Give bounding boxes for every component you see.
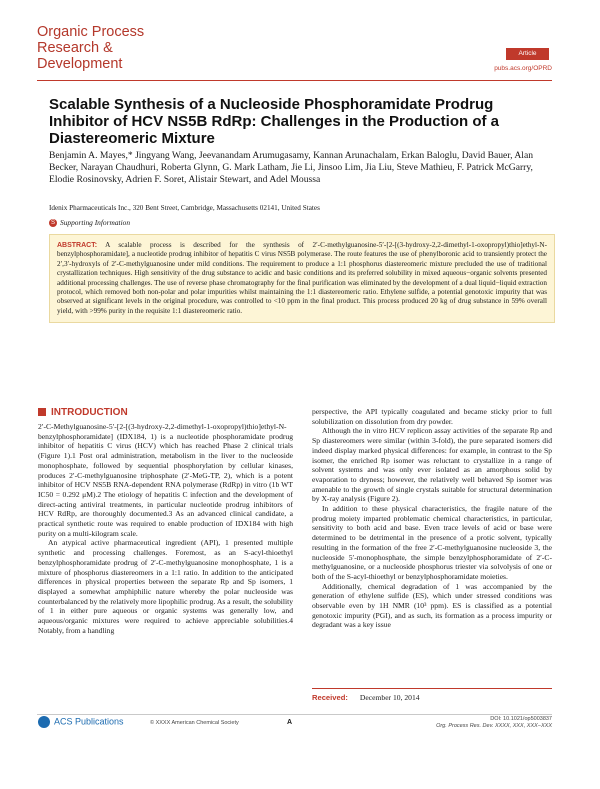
supporting-information-link[interactable]: [49, 218, 130, 227]
supporting-info-label: Supporting Information: [60, 218, 131, 227]
affiliation: Idenix Pharmaceuticals Inc., 320 Bent Street, Cambridge, Massachusetts 02141, United States: [49, 204, 320, 212]
body-column-right: [312, 407, 552, 630]
paragraph: An atypical active pharmaceutical ingredient (API), 1 presented multiple synthetic and processing challenges. Foremost, as an S-acyl-thioethyl benzylphosphoramidate prodrug of 2′-C-methylguanosine monophosphate, 1 is a mixture of phosphorus diastereomers in a 1:1 ratio. In addition to the anticipated differences in physical properties between the separate Rp and Sp isomers, 1 displayed a somewhat amphiphilic nature whereby the polar nucleoside was counterbalanced by the relatively more lipophilic prodrug. As a result, the solubility of 1 in either pure aqueous or organic systems was generally low, and aqueous/organic mixtures were required to achieve appreciable solubilities.4 Notably, from a handling: [38, 538, 293, 635]
journal-name-line1: Organic Process: [37, 24, 145, 40]
journal-name-line2: Research &: [37, 40, 113, 56]
acs-publisher-name: ACS Publications: [54, 716, 124, 727]
abstract-label: ABSTRACT:: [57, 242, 98, 249]
footer-divider: [37, 714, 552, 715]
copyright: © XXXX American Chemical Society: [150, 720, 239, 726]
journal-name-line3: Development: [37, 56, 123, 72]
author-list: Benjamin A. Mayes,* Jingyang Wang, Jeevanandam Arumugasamy, Kannan Arunachalam, Erkan Baloglu, David Bauer, Alan Becker, Narayan Chaudhuri, Roberta Glynn, G. Mark Latham, Jie Li, Jinsoo Lim, Jia Liu, Steve Mathieu, F. Patrick McGarry, Elodie Rosinovsky, Adrien F. Soret, Alistair Stewart, and Adel Moussa: [49, 150, 534, 185]
abstract-box: [49, 234, 555, 323]
received-divider: [312, 688, 552, 689]
received-value: December 10, 2014: [359, 693, 420, 702]
citation: Org. Process Res. Dev. XXXX, XXX, XXX−XXX: [436, 723, 552, 729]
article-type-badge: Article: [506, 48, 549, 60]
paragraph: Additionally, chemical degradation of 1 was accompanied by the generation of ethylene sulfide (ES), which under stressed conditions was observable even by 1H NMR (10³ ppm). ES is classified as a potential genotoxic impurity (PGI), and as such, its formation as a process impurity or degradant was a key issue: [312, 581, 552, 630]
received-label: Received:: [312, 693, 348, 702]
paragraph: In addition to these physical characteristics, the fragile nature of the prodrug moiety imparted problematic chemical characteristics, in particular, sensitivity to both acid and base. Even trace levels of acid or base were determined to be detrimental in the presence of a protic solvent, typically resulting in the formation of the free 2′-C-methylguanosine nucleoside 3, the nucleoside 5′-monophosphate, the simple benzylphosphoramidate of 2′-C-methylguanosine, or a nucleoside phosphorus triester via solvolysis of one or both of the S-acyl-thioethyl or benzylphosphoramidate moieties.: [312, 504, 552, 581]
received-date: [312, 693, 420, 702]
supporting-info-icon: S: [50, 220, 55, 227]
abstract-text: A scalable process is described for the synthesis of 2′-C-methylguanosine-5′-[2-[(3-hydroxy-2,2-dimethyl-1-oxopropyl)thio]ethyl-N-benzylphosphoramidate], a nucleotide prodrug inhibitor of hepatitis C virus NS5B polymerase. The route features the use of phenylboronic acid to transiently protect the 2′,3′-hydroxyls of 2′-C-methylguanosine under mild conditions. The requirement to produce a 1:1 phosphorus diastereomeric mixture precluded the use of traditional crystallization techniques. High sensitivity of the drug substance to acidic and basic conditions and its preferred solubility in mixed aqueous−organic solvents presented additional processing challenges. The use of reverse phase chromatography for the final purification was eliminated by the development of a dual liquid−liquid extraction protocol, which removed both non-polar and polar impurities whilst maintaining the 1:1 diastereomeric ratio. Ethylene sulfide, a potential genotoxic impurity that was observed at significant levels in the original procedure, was controlled to <10 ppm in the final product. This process produced 20 kg of drug substance in 59% overall yield, with >99% purity in the requisite 1:1 diastereomeric ratio.: [57, 241, 547, 315]
paragraph: perspective, the API typically coagulated and became sticky prior to full solubilization on dissolution from dry powder.: [312, 407, 552, 426]
section-square-icon: [38, 408, 46, 416]
page-number: A: [287, 719, 293, 726]
paragraph: Although the in vitro HCV replicon assay activities of the separate Rp and Sp diastereomers were similar (within 3-fold), the pure separated isomers did indeed display marked physical differences: for example, in contrast to the Sp isomer, the enriched Rp isomer was reluctant to crystallize in a range of solvent systems and was only ever isolated as an amorphous solid by evaporation to dryness; however, the relatively well behaved Sp isomer was amenable to the growth of single crystals suitable for structural determination by X-ray analysis (Figure 2).: [312, 426, 552, 504]
journal-url[interactable]: pubs.acs.org/OPRD: [494, 65, 552, 72]
acs-publications-logo[interactable]: [38, 716, 124, 728]
body-column-left: [38, 422, 293, 635]
section-title: INTRODUCTION: [51, 407, 128, 418]
section-heading-introduction: [38, 407, 128, 418]
journal-name: [37, 24, 197, 72]
acs-logo-icon: [38, 716, 50, 728]
doi[interactable]: DOI: 10.1021/op5003837: [490, 716, 552, 722]
article-title: Scalable Synthesis of a Nucleoside Phosphoramidate Prodrug Inhibitor of HCV NS5B RdRp: Challenges in the Production of a Diastereomeric Mixture: [49, 96, 499, 147]
doi-citation: [400, 716, 552, 730]
header-divider: [37, 80, 552, 81]
paragraph: 2′-C-Methylguanosine-5′-[2-[(3-hydroxy-2,2-dimethyl-1-oxopropyl)thio]ethyl-N-benzylphosphoramidate] (IDX184, 1) is a nucleotide phosphoramidate prodrug inhibitor of hepatitis C virus (HCV) which has reached Phase 2 clinical trials (Figure 1).1 Post oral administration, metabolism in the liver to the nucleoside monophosphate, followed by sequential phosphorylation by cellular kinases, produces 2′-C-methylguanosine triphosphate (2′-MeG-TP, 2), which is a potent inhibitor of HCV NS5B RNA-dependent RNA polymerase (RdRp) in vitro (1b WT IC50 = 0.292 μM).2 The etiology of hepatitis C infection and the development of direct-acting antiviral treatments, in particular nucleotide prodrug inhibitors of HCV RdRp, are thoroughly documented.3 As an advanced clinical candidate, a practical synthetic route was required to enable production of IDX184 with high purity on a multi-kilogram scale.: [38, 422, 293, 538]
